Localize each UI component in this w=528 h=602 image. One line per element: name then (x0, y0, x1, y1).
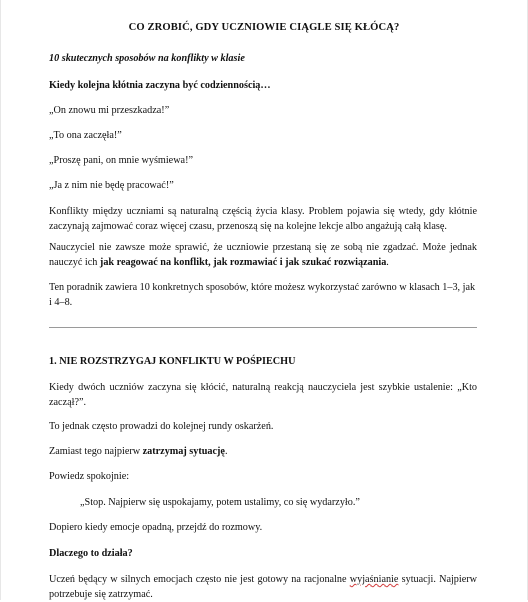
paragraph-2 (49, 240, 477, 270)
section-1-paragraph-6 (49, 572, 477, 602)
paragraph-2-end: . (386, 257, 389, 268)
intro-heading: Kiedy kolejna kłótnia zaczyna być codziennością… (49, 80, 271, 91)
section-1-quote: „Stop. Najpierw się uspokajamy, potem ustalimy, co się wydarzyło.” (80, 497, 360, 508)
quote-4: „Ja z nim nie będę pracować!” (49, 180, 174, 191)
section-1-paragraph-3-end: . (224, 446, 228, 457)
document-subtitle: 10 skutecznych sposobów na konflikty w klasie (49, 53, 245, 64)
quote-3: „Proszę pani, on mnie wyśmiewa!” (49, 155, 193, 166)
section-1-paragraph-1: Kiedy dwóch uczniów zaczyna się kłócić, naturalną reakcją nauczyciela jest szybkie ustalenie: „Kto zaczął?”. (49, 382, 477, 408)
page-left-edge (0, 0, 1, 600)
section-1-paragraph-3-start: Zamiast tego najpierw (49, 446, 143, 457)
document-title: CO ZROBIĆ, GDY UCZNIOWIE CIĄGLE SIĘ KŁÓCĄ? (128, 22, 400, 33)
section-1-paragraph-4: Powiedz spokojnie: (49, 471, 130, 482)
section-divider (49, 327, 477, 328)
paragraph-2-start: Nauczyciel nie zawsze może sprawić, że uczniowie przestaną się ze sobą nie zgadzać. Może jednak nauczyć ich (49, 242, 477, 268)
section-1-paragraph-3 (49, 444, 477, 459)
paragraph-2-bold: jak reagować na konflikt, jak rozmawiać i jak szukać rozwiązania (99, 257, 387, 268)
paragraph-1: Konflikty między uczniami są naturalną częścią życia klasy. Problem pojawia się wtedy, gdy kłótnie zaczynają zajmować coraz więcej czasu, przenoszą się na kolejne lekcje albo angażują całą klasę. (49, 206, 477, 232)
quote-1: „On znowu mi przeszkadza!” (49, 105, 170, 116)
section-1-paragraph-6-start: Uczeń będący w silnych emocjach często nie jest gotowy na racjonalne (49, 574, 350, 585)
spellcheck-flagged-word[interactable]: wyjaśnianie (349, 574, 399, 585)
paragraph-3: Ten poradnik zawiera 10 konkretnych sposobów, które możesz wykorzystać zarówno w klasach 1–3, jak i 4–8. (49, 282, 476, 308)
why-heading: Dlaczego to działa? (49, 548, 133, 559)
quote-2: „To ona zaczęła!” (49, 130, 122, 141)
section-1-paragraph-5: Dopiero kiedy emocje opadną, przejdź do rozmowy. (49, 522, 263, 533)
section-1-paragraph-3-bold: zatrzymaj sytuację (142, 446, 225, 457)
section-1-paragraph-2: To jednak często prowadzi do kolejnej rundy oskarżeń. (49, 421, 274, 432)
section-1-paragraph-6-end: sytuacji. Najpierw potrzebuje się zatrzymać. (49, 574, 478, 600)
section-1-heading: 1. NIE ROZSTRZYGAJ KONFLIKTU W POŚPIECHU (49, 356, 296, 367)
